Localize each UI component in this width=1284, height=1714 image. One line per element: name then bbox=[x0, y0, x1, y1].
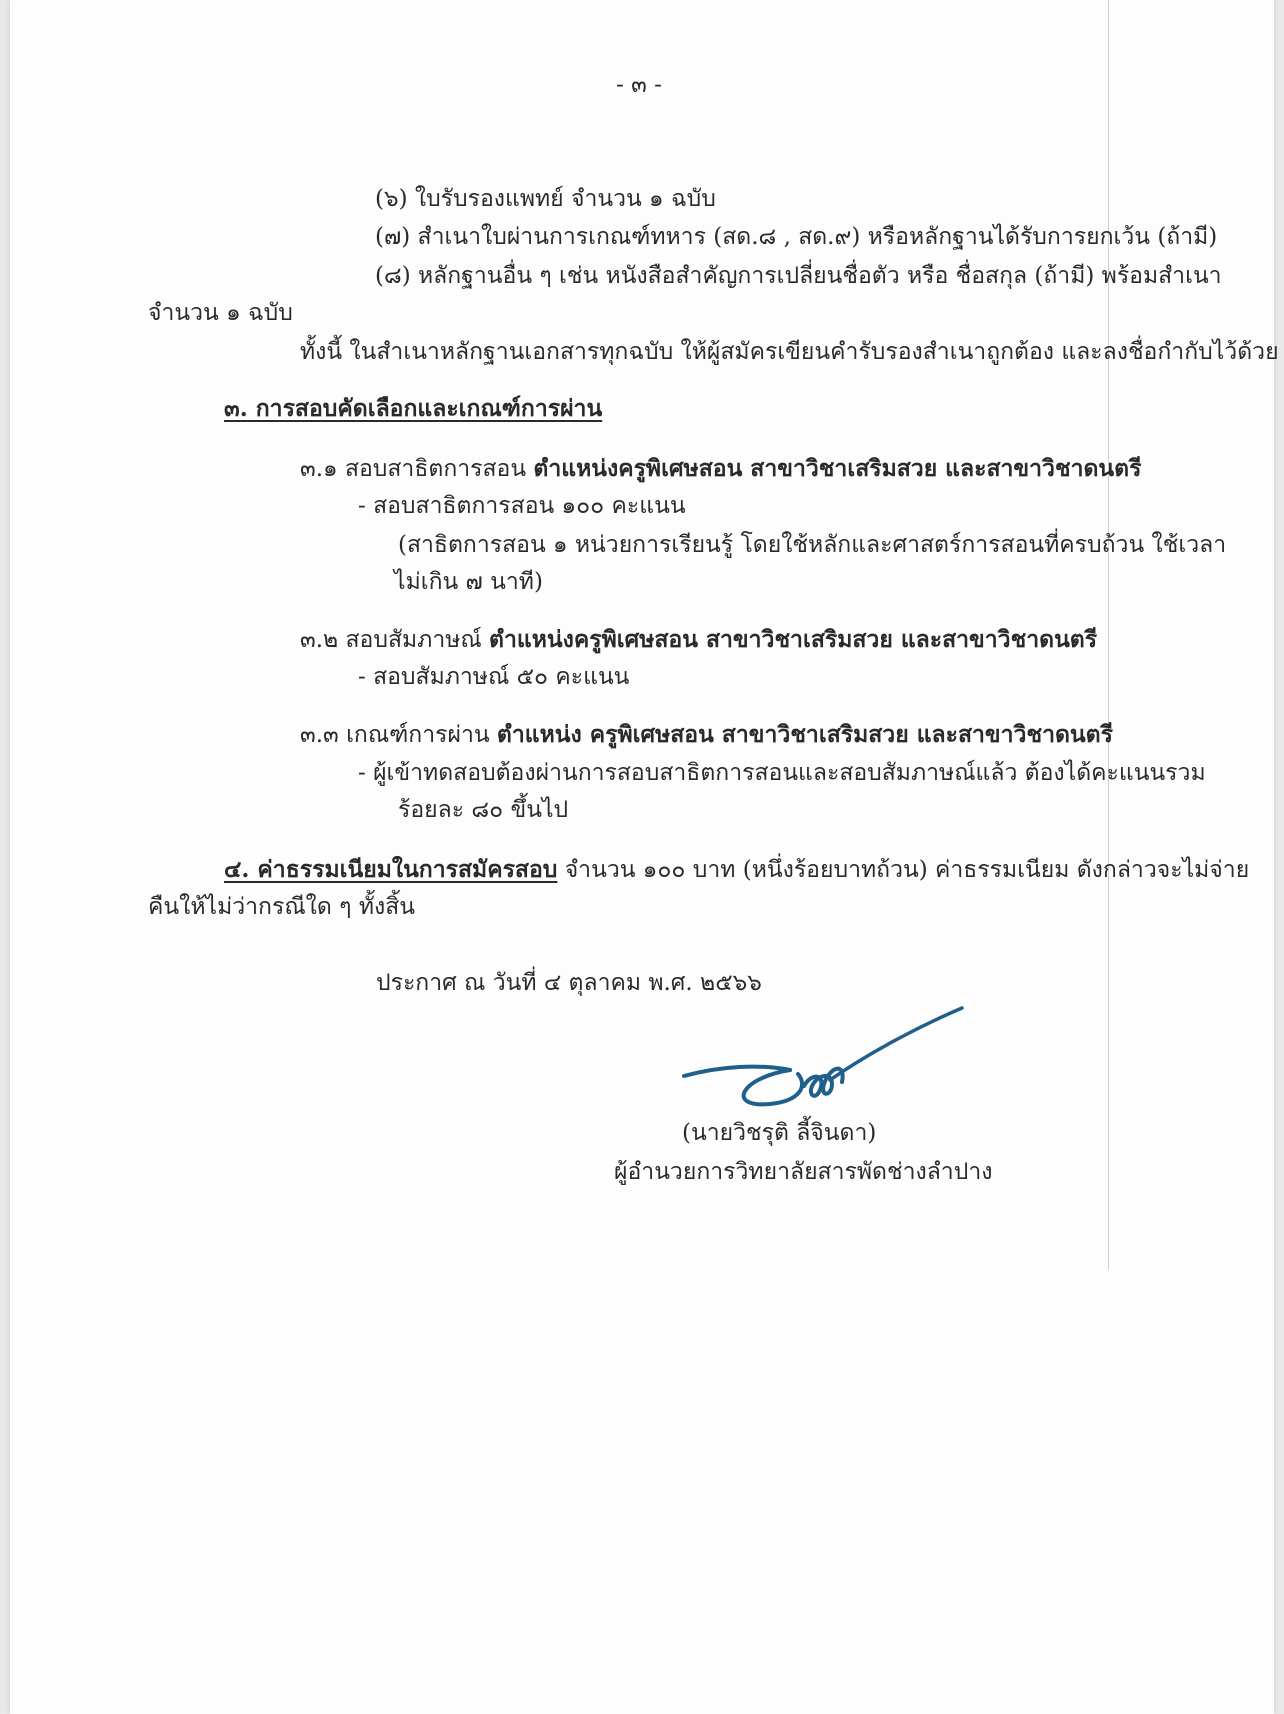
section-3-1-bullet: - สอบสาธิตการสอน ๑๐๐ คะแนน bbox=[358, 493, 686, 519]
signature-image bbox=[680, 1000, 970, 1110]
section-3-2-position: ตำแหน่งครูพิเศษสอน สาขาวิชาเสริมสวย และสาขาวิชาดนตรี bbox=[489, 626, 1098, 653]
document-item-7: (๗) สำเนาใบผ่านการเกณฑ์ทหาร (สด.๘ , สด.๙) หรือหลักฐานได้รับการยกเว้น (ถ้ามี) bbox=[375, 224, 1218, 250]
section-3-2 bbox=[300, 625, 1097, 655]
section-3-2-label: ๓.๒ สอบสัมภาษณ์ bbox=[300, 627, 482, 653]
section-3-1-detail: (สาธิตการสอน ๑ หน่วยการเรียนรู้ โดยใช้หลักและศาสตร์การสอนที่ครบถ้วน ใช้เวลา bbox=[398, 532, 1227, 558]
announcement-date: ประกาศ ณ วันที่ ๔ ตุลาคม พ.ศ. ๒๕๖๖ bbox=[376, 970, 762, 996]
section-3-heading: ๓. การสอบคัดเลือกและเกณฑ์การผ่าน bbox=[224, 395, 603, 422]
section-3-1 bbox=[300, 454, 1141, 484]
documents-note: ทั้งนี้ ในสำเนาหลักฐานเอกสารทุกฉบับ ให้ผู้สมัครเขียนคำรับรองสำเนาถูกต้อง และลงชื่อกำกับไว้ด้วย bbox=[300, 339, 1279, 365]
section-3-3-bullet-continued: ร้อยละ ๘๐ ขึ้นไป bbox=[398, 797, 569, 823]
section-3-2-bullet: - สอบสัมภาษณ์ ๕๐ คะแนน bbox=[358, 664, 630, 690]
section-3-3-label: ๓.๓ เกณฑ์การผ่าน bbox=[300, 722, 490, 748]
document-page bbox=[10, 0, 1279, 1714]
signer-position: ผู้อำนวยการวิทยาลัยสารพัดช่างลำปาง bbox=[614, 1159, 993, 1185]
signer-name: (นายวิชรุติ ลี้จินดา) bbox=[682, 1120, 877, 1146]
scan-edge-line bbox=[1108, 0, 1109, 1270]
section-3-3-position: ตำแหน่ง ครูพิเศษสอน สาขาวิชาเสริมสวย และสาขาวิชาดนตรี bbox=[496, 721, 1113, 748]
document-item-8: (๘) หลักฐานอื่น ๆ เช่น หนังสือสำคัญการเปลี่ยนชื่อตัว หรือ ชื่อสกุล (ถ้ามี) พร้อมสำเนา bbox=[375, 263, 1222, 289]
document-item-6: (๖) ใบรับรองแพทย์ จำนวน ๑ ฉบับ bbox=[375, 186, 716, 212]
section-3-1-position: ตำแหน่งครูพิเศษสอน สาขาวิชาเสริมสวย และสาขาวิชาดนตรี bbox=[533, 455, 1142, 482]
section-3-1-detail-continued: ไม่เกิน ๗ นาที) bbox=[394, 569, 543, 595]
document-item-8-continued: จำนวน ๑ ฉบับ bbox=[148, 300, 293, 326]
section-3-1-label: ๓.๑ สอบสาธิตการสอน bbox=[300, 456, 527, 482]
section-4-heading: ๔. ค่าธรรมเนียมในการสมัครสอบ bbox=[224, 856, 558, 883]
section-3-3-bullet: - ผู้เข้าทดสอบต้องผ่านการสอบสาธิตการสอนและสอบสัมภาษณ์แล้ว ต้องได้คะแนนรวม bbox=[358, 760, 1206, 786]
section-3-3 bbox=[300, 720, 1113, 750]
section-4 bbox=[224, 855, 1249, 885]
page-number: - ๓ - bbox=[616, 72, 662, 98]
section-4-text-continued: คืนให้ไม่ว่ากรณีใด ๆ ทั้งสิ้น bbox=[148, 894, 415, 920]
section-4-text: จำนวน ๑๐๐ บาท (หนึ่งร้อยบาทถ้วน) ค่าธรรมเนียม ดังกล่าวจะไม่จ่าย bbox=[557, 857, 1250, 883]
